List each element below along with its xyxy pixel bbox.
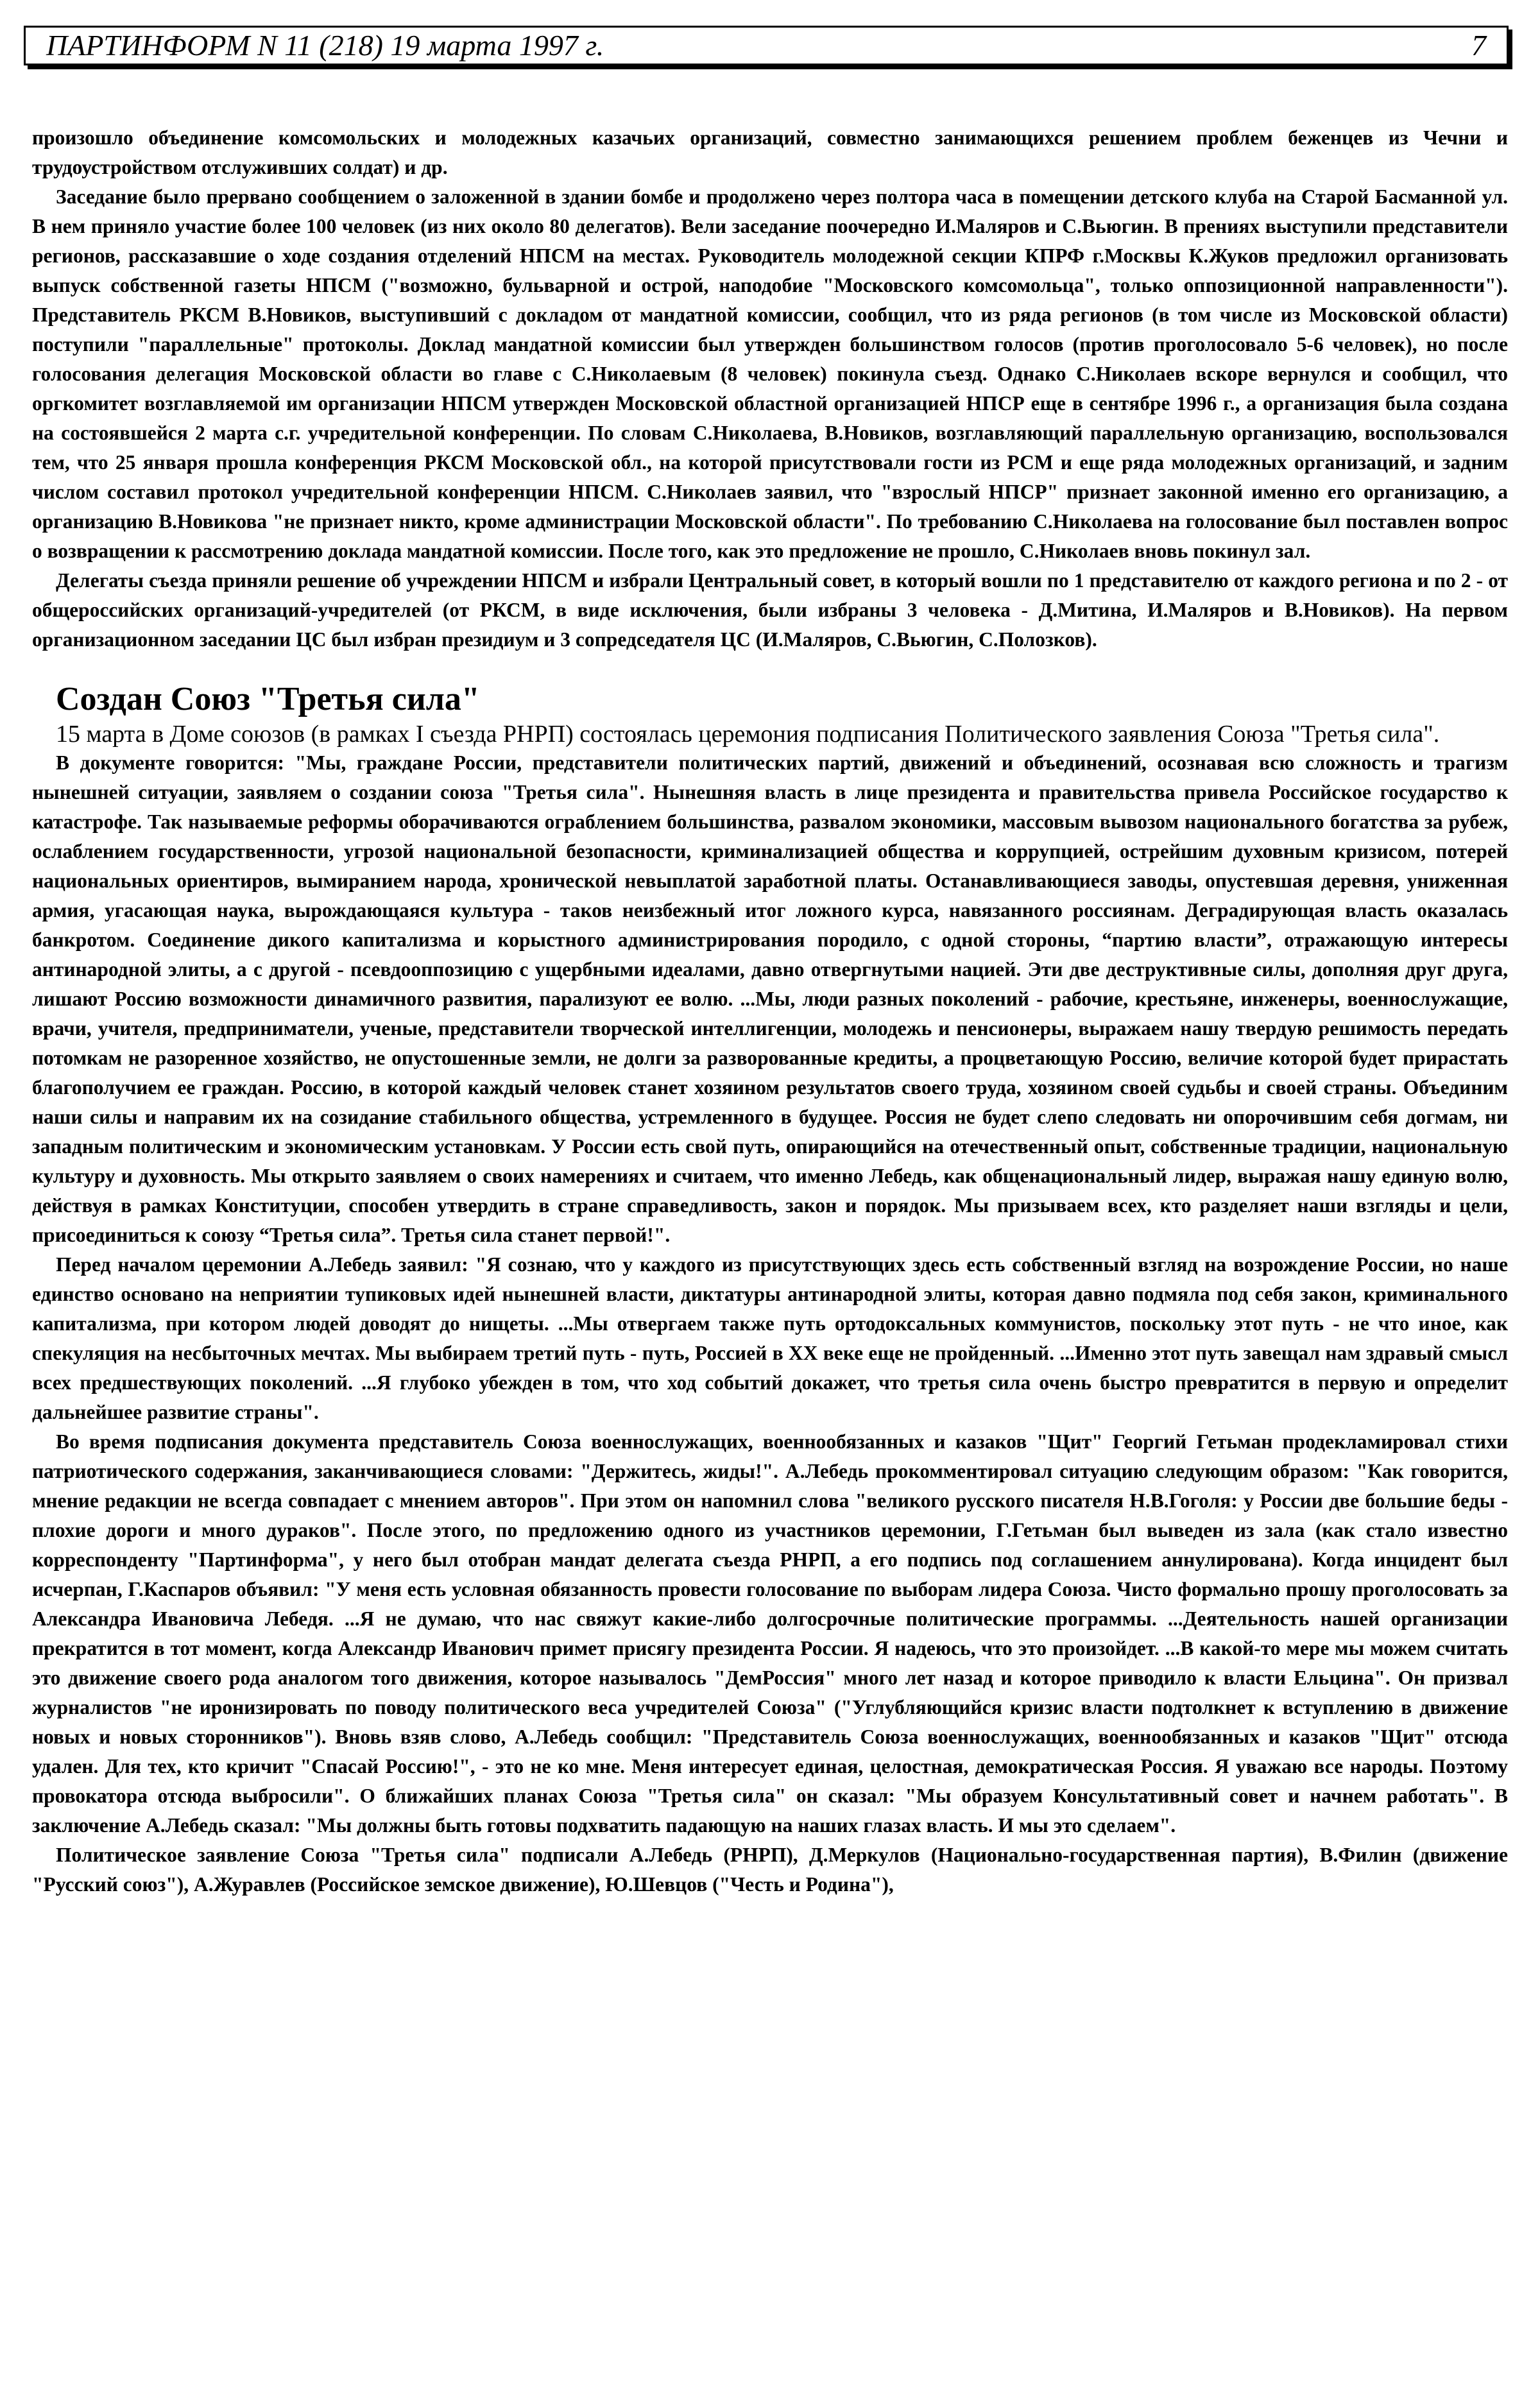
article2-paragraph-3: Во время подписания документа представитель Союза военнослужащих, военнообязанных и казаков "Щит" Георгий Гетьман продекламировал стихи патриотического содержания, заканчивающиеся словами: "Держитесь, жиды!". А.Лебедь прокомментировал ситуацию следующим образом: "Как говорится, мнение редакции не всегда совпадает с мнением авторов". При этом он напомнил слова "великого русского писателя Н.В.Гоголя: у России две большие беды - плохие дороги и много дураков". После этого, по предложению одного из участников церемонии, Г.Гетьман был выведен из зала (как стало известно корреспонденту "Партинформа", у него был отобран мандат делегата съезда РНРП, а его подпись под соглашением аннулирована). Когда инцидент был исчерпан, Г.Каспаров объявил: "У меня есть условная обязанность провести голосование по выборам лидера Союза. Чисто формально прошу проголосовать за Александра Ивановича Лебедя. ...Я не думаю, что нас свяжут какие-либо долгосрочные политические программы. ...Деятельность нашей организации прекратится в тот момент, когда Александр Иванович примет присягу президента России. Я надеюсь, что это произойдет. ...В какой-то мере мы можем считать это движение своего рода аналогом того движения, которое называлось "ДемРоссия" много лет назад и которое приводило к власти Ельцина". Он призвал журналистов "не иронизировать по поводу политического веса учредителей Союза" ("Углубляющийся кризис власти подтолкнет к вступлению в движение новых и новых сторонников"). Вновь взяв слово, А.Лебедь сообщил: "Представитель Союза военнослужащих, военнообязанных и казаков "Щит" отсюда удален. Для тех, кто кричит "Спасай Россию!", - это не ко мне. Меня интересует единая, целостная, демократическая Россия. Я уважаю все народы. Поэтому провокатора отсюда выбросили". О ближайших планах Союза "Третья сила" он сказал: "Мы образуем Консультативный совет и начнем работать". В заключение А.Лебедь сказал: "Мы должны быть готовы подхватить падающую на наших глазах власть. И мы это сделаем".	[32, 1430, 1508, 1837]
article2-heading: Создан Союз "Третья сила"	[56, 681, 480, 717]
article2-paragraph-1: В документе говорится: "Мы, граждане России, представители политических партий, движений и объединений, осознавая всю сложность и трагизм нынешней ситуации, заявляем о создании союза "Третья сила". Нынешняя власть в лице президента и правительства привела Российское государство к катастрофе. Так называемые реформы оборачиваются ограблением большинства, развалом экономики, массовым вывозом национального богатства за рубеж, ослаблением государственности, угрозой национальной безопасности, криминализацией общества и коррупцией, острейшим духовным кризисом, потерей национальных ориентиров, вымиранием народа, хронической невыплатой заработной платы. Останавливающиеся заводы, опустевшая деревня, униженная армия, угасающая наука, вырождающаяся культура - таков неизбежный итог ложного курса, навязанного россиянам. Деградирующая власть оказалась банкротом. Соединение дикого капитализма и корыстного администрирования породило, с одной стороны, “партию власти”, отражающую интересы антинародной элиты, а с другой - псевдооппозицию с ущербными идеалами, давно отвергнутыми нацией. Эти две деструктивные силы, дополняя друг друга, лишают Россию возможности динамичного развития, парализуют ее волю. ...Мы, люди разных поколений - рабочие, крестьяне, инженеры, военнослужащие, врачи, учителя, предприниматели, ученые, представители творческой интеллигенции, молодежь и пенсионеры, выражаем нашу твердую решимость передать потомкам не разоренное хозяйство, не опустошенные земли, не долги за разворованные кредиты, а процветающую Россию, величие которой будет прирастать благополучием ее граждан. Россию, в которой каждый человек станет хозяином результатов своего труда, хозяином своей судьбы и своей страны. Объединим наши силы и направим их на созидание стабильного общества, устремленного в будущее. Россия не будет слепо следовать ни опорочившим себя догмам, ни западным политическим и экономическим установкам. У России есть свой путь, опирающийся на отечественный опыт, собственные традиции, национальную культуру и духовность. Мы открыто заявляем о своих намерениях и считаем, что именно Лебедь, как общенациональный лидер, выражая нашу единую волю, действуя в рамках Конституции, способен утвердить в стране справедливость, закон и порядок. Мы призываем всех, кто разделяет наши взгляды и цели, присоединиться к союзу “Третья сила”. Третья сила станет первой!".	[32, 751, 1508, 1246]
article2-paragraph-4: Политическое заявление Союза "Третья сила" подписали А.Лебедь (РНРП), Д.Меркулов (Национально-государственная партия), В.Филин (движение "Русский союз"), А.Журавлев (Российское земское движение), Ю.Шевцов ("Честь и Родина"),	[32, 1844, 1508, 1896]
article1-paragraph-3: Делегаты съезда приняли решение об учреждении НПСМ и избрали Центральный совет, в который вошли по 1 представителю от каждого региона и по 2 - от общероссийских организаций-учредителей (от РКСМ, в виде исключения, были избраны 3 человека - Д.Митина, И.Маляров и В.Новиков). На первом организационном заседании ЦС был избран президиум и 3 сопредседателя ЦС (И.Маляров, С.Вьюгин, С.Полозков).	[32, 569, 1508, 651]
page-content	[32, 123, 1508, 1899]
page-number: 7	[1471, 29, 1486, 62]
article2-lead: 15 марта в Доме союзов (в рамках I съезда РНРП) состоялась церемония подписания Политического заявления Союза "Третья сила".	[56, 721, 1440, 748]
page-header	[24, 26, 1509, 65]
article2-paragraph-2: Перед началом церемонии А.Лебедь заявил: "Я сознаю, что у каждого из присутствующих здесь есть собственный взгляд на возрождение России, но наше единство основано на неприятии тупиковых идей нынешней власти, диктатуры антинародной элиты, которая давно подмяла под себя закон, криминального капитализма, при котором людей доводят до нищеты. ...Мы отвергаем также путь ортодоксальных коммунистов, поскольку этот путь - не что иное, как спекуляция на несбыточных мечтах. Мы выбираем третий путь - путь, Россией в XX веке еще не пройденный. ...Именно этот путь завещал нам здравый смысл всех предшествующих поколений. ...Я глубоко убежден в том, что ход событий докажет, что третья сила очень быстро превратится в первую и определит дальнейшее развитие страны".	[32, 1253, 1508, 1423]
article1-paragraph-2: Заседание было прервано сообщением о заложенной в здании бомбе и продолжено через полтора часа в помещении детского клуба на Старой Басманной ул. В нем приняло участие более 100 человек (из них около 80 делегатов). Вели заседание поочередно И.Маляров и С.Вьюгин. В прениях выступили представители регионов, рассказавшие о ходе создания отделений НПСМ на местах. Руководитель молодежной секции КПРФ г.Москвы К.Жуков предложил организовать выпуск собственной газеты НПСМ ("возможно, бульварной и острой, наподобие "Московского комсомольца", только оппозиционной направленности"). Представитель РКСМ В.Новиков, выступивший с докладом от мандатной комиссии, сообщил, что из ряда регионов (в том числе из Московской области) поступили "параллельные" протоколы. Доклад мандатной комиссии был утвержден большинством голосов (против проголосовало 5-6 человек), но после голосования делегация Московской области во главе с С.Николаевым (8 человек) покинула съезд. Однако С.Николаев вскоре вернулся и сообщил, что оргкомитет возглавляемой им организации НПСМ утвержден Московской областной организацией НПСР еще в сентябре 1996 г., а организация была создана на состоявшейся 2 марта с.г. учредительной конференции. По словам С.Николаева, В.Новиков, возглавляющий параллельную организацию, воспользовался тем, что 25 января прошла конференция РКСМ Московской обл., на которой присутствовали гости из РСМ и еще ряда молодежных организаций, и задним числом составил протокол учредительной конференции НПСМ. С.Николаев заявил, что "взрослый НПСР" признает законной именно его организацию, а организацию В.Новикова "не признает никто, кроме администрации Московской области". По требованию С.Николаева на голосование был поставлен вопрос о возвращении к рассмотрению доклада мандатной комиссии. После того, как это предложение не прошло, С.Николаев вновь покинул зал.	[32, 185, 1508, 562]
article1-paragraph-1: произошло объединение комсомольских и молодежных казачьих организаций, совместно занимающихся решением проблем беженцев из Чечни и трудоустройством отслуживших солдат) и др.	[32, 126, 1508, 178]
publication-title: ПАРТИНФОРМ N 11 (218) 19 марта 1997 г.	[46, 29, 604, 62]
